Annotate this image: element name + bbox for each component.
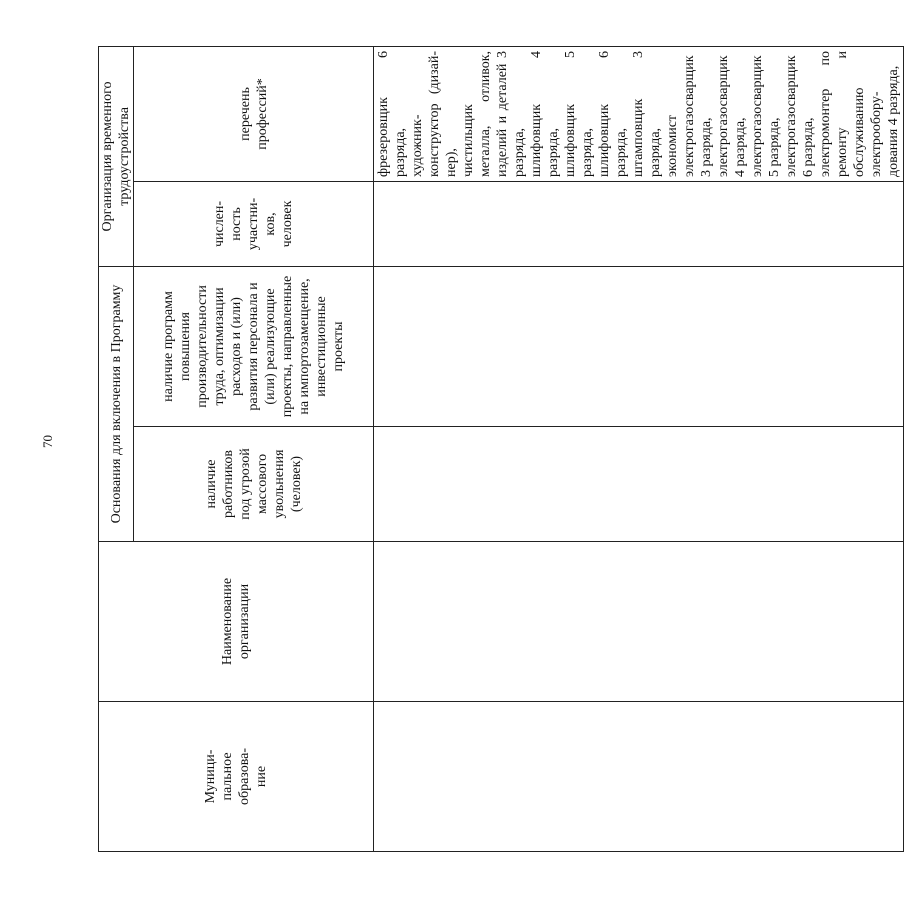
header-professions-label: перечень профессий* <box>237 78 270 150</box>
header-professions <box>134 46 374 181</box>
header-municipality <box>99 702 374 852</box>
header-municipality-label: Муници- пальное образова- ние <box>203 747 269 806</box>
cell-programs <box>374 266 904 426</box>
profession-item: фрезеровщик 6 разряда, <box>376 50 408 177</box>
table-row <box>374 46 904 851</box>
header-participants-label: числен- ность участни- ков, человек <box>212 197 295 251</box>
cell-threat-workers <box>374 427 904 542</box>
header-threat-workers-label: наличие работников под угрозой массового увольнения (человек) <box>203 448 304 520</box>
profession-item: чистильщик металла, отливок, изделий и деталей 3 разряда, <box>461 50 527 177</box>
header-basis-group: Основания для включения в Программу <box>99 266 134 541</box>
cell-municipality <box>374 702 904 852</box>
header-temp-employment-group: Организация временного трудоустройства <box>99 46 134 266</box>
cell-participants <box>374 181 904 266</box>
header-programs <box>134 266 374 426</box>
profession-item: электрогазосварщик 3 разряда, <box>682 55 714 177</box>
cell-professions <box>374 46 904 181</box>
profession-item: штамповщик 3 разряда, <box>631 50 663 177</box>
header-programs-label: наличие программ повышения производительности труда, оптимизации расходов и (или) развития персонала и (или) реализующие проекты, направленные на импортозамещение, инвестиционные проекты <box>161 275 346 418</box>
rotated-table-wrapper <box>98 47 901 852</box>
profession-item: электрогазосварщик 4 разряда, <box>716 55 748 177</box>
profession-item: шлифовщик 5 разряда, <box>563 50 595 177</box>
header-organization-label: Наименование организации <box>220 577 252 666</box>
page-number: 70 <box>40 435 55 448</box>
header-participants <box>134 181 374 266</box>
profession-item: шлифовщик 6 разряда, <box>597 50 629 177</box>
cell-organization <box>374 542 904 702</box>
table-header-row-1 <box>99 46 134 851</box>
profession-item: экономист <box>665 114 680 177</box>
header-organization <box>99 542 374 702</box>
programs-table <box>98 46 904 852</box>
profession-item: шлифовщик 4 разряда, <box>529 50 561 177</box>
profession-item: художник-конструктор (дизай-нер), <box>410 50 459 177</box>
profession-item: электромонтер по ремонту и обслуживанию электрообору-дования 4 разряда, <box>818 50 901 177</box>
profession-item: электрогазосварщик 5 разряда, <box>750 55 782 177</box>
profession-item: электрогазосварщик 6 разряда, <box>784 55 816 177</box>
header-threat-workers <box>134 427 374 542</box>
